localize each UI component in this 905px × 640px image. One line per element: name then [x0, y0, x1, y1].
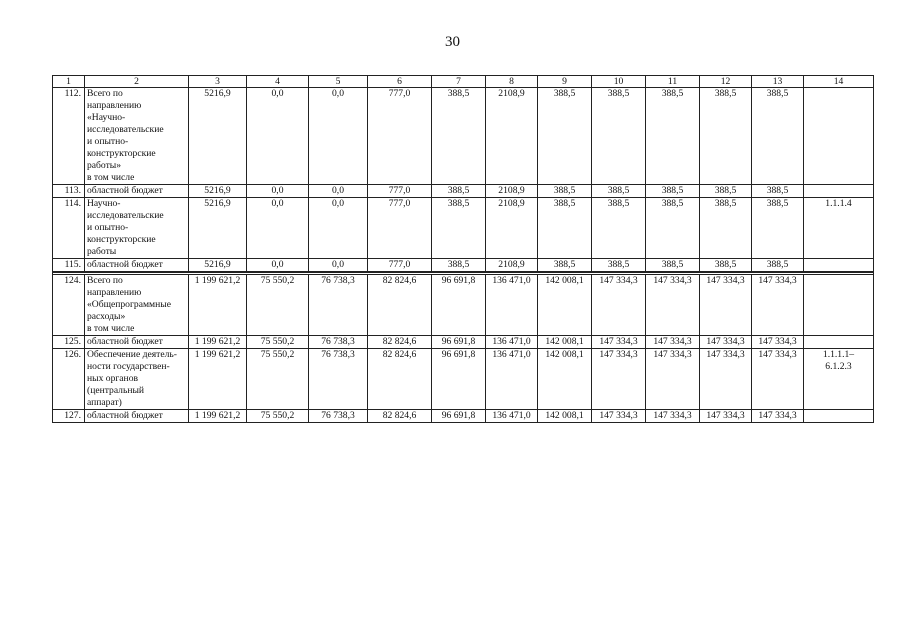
row-code — [804, 259, 874, 273]
value-cell: 388,5 — [538, 198, 592, 259]
value-cell: 147 334,3 — [752, 275, 804, 336]
row-number: 115. — [53, 259, 85, 273]
value-cell: 75 550,2 — [247, 275, 309, 336]
value-cell: 388,5 — [752, 88, 804, 185]
column-header: 6 — [368, 76, 432, 88]
row-number: 126. — [53, 349, 85, 410]
value-cell: 147 334,3 — [646, 410, 700, 423]
value-cell: 147 334,3 — [592, 336, 646, 349]
value-cell: 1 199 621,2 — [189, 275, 247, 336]
value-cell: 388,5 — [538, 259, 592, 273]
value-cell: 147 334,3 — [592, 410, 646, 423]
row-name: Всего по направлению «Научно- исследовательские и опытно- конструкторские работы» в том числе — [85, 88, 189, 185]
column-header: 10 — [592, 76, 646, 88]
value-cell: 147 334,3 — [700, 349, 752, 410]
value-cell: 0,0 — [247, 185, 309, 198]
value-cell: 142 008,1 — [538, 349, 592, 410]
value-cell: 76 738,3 — [309, 410, 368, 423]
table-row — [53, 410, 874, 423]
value-cell: 0,0 — [247, 198, 309, 259]
value-cell: 76 738,3 — [309, 336, 368, 349]
row-number: 112. — [53, 88, 85, 185]
value-cell: 388,5 — [646, 88, 700, 185]
row-name: областной бюджет — [85, 259, 189, 273]
row-code — [804, 275, 874, 336]
column-header: 1 — [53, 76, 85, 88]
value-cell: 388,5 — [700, 198, 752, 259]
column-header: 12 — [700, 76, 752, 88]
value-cell: 388,5 — [538, 185, 592, 198]
value-cell: 388,5 — [432, 88, 486, 185]
value-cell: 5216,9 — [189, 259, 247, 273]
table-row — [53, 259, 874, 273]
value-cell: 1 199 621,2 — [189, 336, 247, 349]
value-cell: 76 738,3 — [309, 349, 368, 410]
value-cell: 388,5 — [432, 259, 486, 273]
value-cell: 147 334,3 — [700, 410, 752, 423]
value-cell: 2108,9 — [486, 185, 538, 198]
value-cell: 96 691,8 — [432, 275, 486, 336]
value-cell: 388,5 — [752, 198, 804, 259]
value-cell: 82 824,6 — [368, 275, 432, 336]
column-header: 14 — [804, 76, 874, 88]
value-cell: 388,5 — [432, 198, 486, 259]
value-cell: 1 199 621,2 — [189, 349, 247, 410]
value-cell: 388,5 — [646, 185, 700, 198]
column-header: 7 — [432, 76, 486, 88]
column-header: 3 — [189, 76, 247, 88]
value-cell: 777,0 — [368, 185, 432, 198]
column-header: 5 — [309, 76, 368, 88]
value-cell: 147 334,3 — [752, 349, 804, 410]
value-cell: 136 471,0 — [486, 349, 538, 410]
value-cell: 147 334,3 — [646, 336, 700, 349]
page-number: 30 — [445, 34, 460, 50]
value-cell: 82 824,6 — [368, 336, 432, 349]
value-cell: 147 334,3 — [646, 275, 700, 336]
value-cell: 388,5 — [646, 198, 700, 259]
value-cell: 82 824,6 — [368, 349, 432, 410]
value-cell: 388,5 — [700, 185, 752, 198]
value-cell: 142 008,1 — [538, 336, 592, 349]
value-cell: 136 471,0 — [486, 336, 538, 349]
value-cell: 5216,9 — [189, 185, 247, 198]
value-cell: 5216,9 — [189, 198, 247, 259]
value-cell: 388,5 — [538, 88, 592, 185]
row-number: 125. — [53, 336, 85, 349]
table-row — [53, 88, 874, 185]
value-cell: 147 334,3 — [646, 349, 700, 410]
table-row — [53, 336, 874, 349]
row-number: 124. — [53, 275, 85, 336]
value-cell: 147 334,3 — [592, 275, 646, 336]
value-cell: 388,5 — [592, 259, 646, 273]
column-header: 4 — [247, 76, 309, 88]
value-cell: 96 691,8 — [432, 336, 486, 349]
value-cell: 0,0 — [309, 185, 368, 198]
value-cell: 388,5 — [700, 88, 752, 185]
value-cell: 142 008,1 — [538, 410, 592, 423]
value-cell: 96 691,8 — [432, 349, 486, 410]
value-cell: 1 199 621,2 — [189, 410, 247, 423]
column-header: 2 — [85, 76, 189, 88]
value-cell: 777,0 — [368, 198, 432, 259]
value-cell: 147 334,3 — [700, 275, 752, 336]
column-header: 11 — [646, 76, 700, 88]
value-cell: 75 550,2 — [247, 349, 309, 410]
row-code — [804, 88, 874, 185]
row-name: Научно- исследовательские и опытно- конструкторские работы — [85, 198, 189, 259]
column-header: 9 — [538, 76, 592, 88]
value-cell: 0,0 — [309, 198, 368, 259]
value-cell: 147 334,3 — [592, 349, 646, 410]
row-name: Обеспечение деятель- ности государствен- ных органов (центральный аппарат) — [85, 349, 189, 410]
header-row — [53, 76, 874, 88]
row-name: областной бюджет — [85, 185, 189, 198]
value-cell: 388,5 — [592, 88, 646, 185]
value-cell: 388,5 — [752, 259, 804, 273]
value-cell: 147 334,3 — [752, 336, 804, 349]
value-cell: 777,0 — [368, 259, 432, 273]
value-cell: 777,0 — [368, 88, 432, 185]
row-code: 1.1.1.4 — [804, 198, 874, 259]
value-cell: 2108,9 — [486, 198, 538, 259]
row-number: 127. — [53, 410, 85, 423]
value-cell: 0,0 — [309, 259, 368, 273]
row-number: 113. — [53, 185, 85, 198]
value-cell: 75 550,2 — [247, 410, 309, 423]
value-cell: 147 334,3 — [752, 410, 804, 423]
value-cell: 388,5 — [700, 259, 752, 273]
value-cell: 388,5 — [592, 185, 646, 198]
value-cell: 388,5 — [592, 198, 646, 259]
value-cell: 136 471,0 — [486, 410, 538, 423]
value-cell: 136 471,0 — [486, 275, 538, 336]
column-header: 8 — [486, 76, 538, 88]
column-header: 13 — [752, 76, 804, 88]
budget-table — [52, 75, 874, 423]
value-cell: 0,0 — [247, 88, 309, 185]
table-row — [53, 198, 874, 259]
table-row — [53, 185, 874, 198]
value-cell: 388,5 — [646, 259, 700, 273]
table-row — [53, 349, 874, 410]
row-name: Всего по направлению «Общепрограммные расходы» в том числе — [85, 275, 189, 336]
value-cell: 82 824,6 — [368, 410, 432, 423]
row-name: областной бюджет — [85, 410, 189, 423]
value-cell: 2108,9 — [486, 88, 538, 185]
value-cell: 5216,9 — [189, 88, 247, 185]
value-cell: 388,5 — [432, 185, 486, 198]
value-cell: 142 008,1 — [538, 275, 592, 336]
row-code — [804, 336, 874, 349]
row-number: 114. — [53, 198, 85, 259]
value-cell: 388,5 — [752, 185, 804, 198]
value-cell: 96 691,8 — [432, 410, 486, 423]
row-name: областной бюджет — [85, 336, 189, 349]
row-code: 1.1.1.1– 6.1.2.3 — [804, 349, 874, 410]
table-body — [53, 88, 874, 423]
value-cell: 2108,9 — [486, 259, 538, 273]
value-cell: 0,0 — [309, 88, 368, 185]
value-cell: 76 738,3 — [309, 275, 368, 336]
row-code — [804, 410, 874, 423]
value-cell: 75 550,2 — [247, 336, 309, 349]
table-row — [53, 275, 874, 336]
row-code — [804, 185, 874, 198]
value-cell: 0,0 — [247, 259, 309, 273]
value-cell: 147 334,3 — [700, 336, 752, 349]
